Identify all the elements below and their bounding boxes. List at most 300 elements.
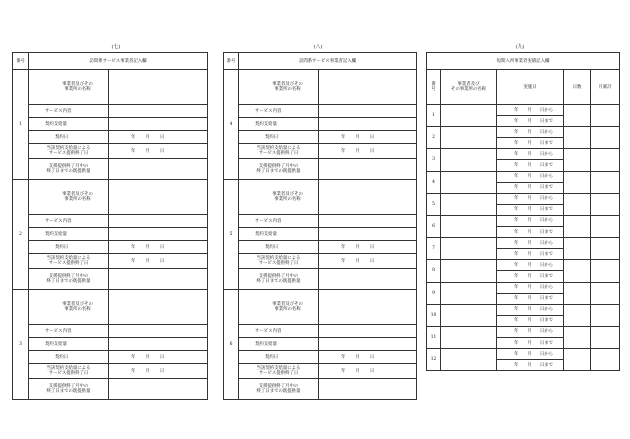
contract-date-value[interactable] bbox=[319, 241, 417, 254]
provider-name-value[interactable] bbox=[109, 70, 208, 105]
monthly-total-value[interactable] bbox=[591, 282, 620, 304]
entry-number bbox=[224, 70, 239, 180]
end-date-label bbox=[29, 254, 109, 269]
entry-3-used-l1: 支援提供終了月中の bbox=[48, 384, 89, 389]
entry-3-provider-l1: 事業者及びその bbox=[62, 302, 93, 307]
entry-row bbox=[224, 325, 417, 338]
contract-date-label bbox=[29, 351, 109, 364]
date-to[interactable] bbox=[497, 204, 564, 215]
provider-value[interactable] bbox=[441, 260, 497, 282]
entry-row bbox=[13, 215, 208, 228]
days-value[interactable] bbox=[564, 193, 591, 215]
date-from[interactable] bbox=[497, 193, 564, 204]
col-provider-l1: 事業者及び bbox=[457, 82, 480, 87]
row-number-12: 12 bbox=[430, 357, 437, 363]
days-value[interactable] bbox=[564, 326, 591, 348]
ss-9-to-suffix: 日まで bbox=[539, 296, 553, 302]
ss-3-from-suffix: 日から bbox=[539, 151, 553, 157]
column-provider bbox=[441, 70, 497, 105]
provider-value[interactable] bbox=[441, 105, 497, 127]
ss-9-from-year: 年 bbox=[514, 285, 519, 291]
entry-2-service: サービス内容 bbox=[45, 218, 72, 224]
date-from[interactable] bbox=[497, 282, 564, 293]
amount-value[interactable] bbox=[319, 228, 417, 241]
service-value[interactable] bbox=[319, 215, 417, 228]
table-header-row bbox=[427, 53, 620, 70]
days-value[interactable] bbox=[564, 260, 591, 282]
used-amount-label bbox=[239, 379, 319, 400]
days-value[interactable] bbox=[564, 171, 591, 193]
used-amount-label bbox=[239, 269, 319, 290]
ss-6-from-month: 月 bbox=[527, 218, 532, 224]
entry-row bbox=[224, 228, 417, 241]
used-amount-label bbox=[29, 379, 109, 400]
entry-2-end-l1: 当該契約支給量による bbox=[46, 256, 91, 261]
entry-6-end-day: 日 bbox=[369, 368, 375, 374]
provider-value[interactable] bbox=[441, 304, 497, 326]
entry-5-end-year: 年 bbox=[341, 258, 346, 264]
used-amount-value[interactable] bbox=[319, 379, 417, 400]
ss-9-to-year: 年 bbox=[514, 296, 519, 302]
date-from[interactable] bbox=[497, 105, 564, 116]
monthly-total-value[interactable] bbox=[591, 105, 620, 127]
entry-row bbox=[13, 254, 208, 269]
amount-value[interactable] bbox=[109, 338, 208, 351]
short-stay-row bbox=[427, 282, 620, 293]
entry-4-end-l1: 当該契約支給量による bbox=[256, 146, 301, 151]
entry-number bbox=[13, 180, 29, 290]
entry-1-contract-date: 契約日 bbox=[55, 134, 69, 140]
used-amount-value[interactable] bbox=[109, 159, 208, 180]
end-date-label bbox=[239, 144, 319, 159]
entry-3-end-year: 年 bbox=[131, 368, 136, 374]
entry-6-end-month: 月 bbox=[355, 368, 360, 374]
short-stay-row bbox=[427, 193, 620, 204]
entry-row bbox=[13, 241, 208, 254]
ss-7-to-month: 月 bbox=[527, 251, 532, 257]
short-stay-row bbox=[427, 105, 620, 116]
provider-value[interactable] bbox=[441, 238, 497, 260]
entry-2-contract-year: 年 bbox=[131, 244, 136, 250]
entry-4-used-l1: 支援提供終了月中の bbox=[258, 164, 299, 169]
ss-1-to-month: 月 bbox=[527, 118, 532, 124]
days-value[interactable] bbox=[564, 349, 591, 371]
short-stay-table-9 bbox=[426, 52, 620, 371]
entry-1-end-l2: サービス提供終了日 bbox=[48, 151, 89, 156]
date-to[interactable] bbox=[497, 227, 564, 238]
ss-9-from-month: 月 bbox=[527, 285, 532, 291]
entry-1-service: サービス内容 bbox=[45, 108, 72, 114]
entry-4-provider-l2: 事業所の名称 bbox=[274, 87, 301, 92]
short-stay-row bbox=[427, 304, 620, 315]
end-date-value[interactable] bbox=[319, 254, 417, 269]
col-days: 日数 bbox=[572, 84, 582, 90]
row-number bbox=[427, 127, 441, 149]
service-label bbox=[29, 105, 109, 118]
end-date-label bbox=[239, 254, 319, 269]
end-date-label bbox=[29, 144, 109, 159]
ss-3-to-year: 年 bbox=[514, 163, 519, 169]
entry-row bbox=[13, 364, 208, 379]
date-to[interactable] bbox=[497, 337, 564, 348]
date-from[interactable] bbox=[497, 349, 564, 360]
column-dates bbox=[497, 70, 564, 105]
entry-row bbox=[13, 379, 208, 400]
amount-label bbox=[29, 118, 109, 131]
service-value[interactable] bbox=[109, 215, 208, 228]
row-number bbox=[427, 304, 441, 326]
column-number bbox=[427, 70, 441, 105]
end-date-value[interactable] bbox=[109, 144, 208, 159]
provider-value[interactable] bbox=[441, 171, 497, 193]
service-label bbox=[239, 215, 319, 228]
ss-5-from-year: 年 bbox=[514, 196, 519, 202]
entry-1-amount: 契約支給量 bbox=[45, 121, 67, 127]
row-number bbox=[427, 193, 441, 215]
entry-row bbox=[224, 105, 417, 118]
ss-8-to-month: 月 bbox=[527, 273, 532, 279]
date-to[interactable] bbox=[497, 182, 564, 193]
entry-4-end-day: 日 bbox=[369, 148, 375, 154]
entry-5-end-month: 月 bbox=[355, 258, 360, 264]
row-number-1: 1 bbox=[432, 113, 435, 119]
ss-10-to-year: 年 bbox=[514, 318, 519, 324]
row-number-9: 9 bbox=[432, 290, 435, 296]
ss-4-to-month: 月 bbox=[527, 185, 532, 191]
ss-10-from-year: 年 bbox=[514, 307, 519, 313]
entry-5-contract-month: 月 bbox=[355, 244, 360, 250]
ss-2-from-suffix: 日から bbox=[539, 129, 553, 135]
days-value[interactable] bbox=[564, 282, 591, 304]
entry-5-amount: 契約支給量 bbox=[255, 231, 277, 237]
row-number bbox=[427, 282, 441, 304]
ss-11-to-month: 月 bbox=[527, 340, 532, 346]
ss-10-from-suffix: 日から bbox=[539, 307, 553, 313]
entry-5-end-l1: 当該契約支給量による bbox=[256, 256, 301, 261]
provider-value[interactable] bbox=[441, 149, 497, 171]
end-date-value[interactable] bbox=[319, 144, 417, 159]
provider-name-value[interactable] bbox=[109, 180, 208, 215]
days-value[interactable] bbox=[564, 215, 591, 237]
ss-7-to-suffix: 日まで bbox=[539, 251, 553, 257]
ss-7-from-year: 年 bbox=[514, 240, 519, 246]
entry-2-end-month: 月 bbox=[145, 258, 150, 264]
row-number-10: 10 bbox=[430, 312, 437, 318]
monthly-total-value[interactable] bbox=[591, 238, 620, 260]
entry-4-contract-day: 日 bbox=[369, 134, 375, 140]
used-amount-value[interactable] bbox=[109, 379, 208, 400]
entry-2-end-day: 日 bbox=[159, 258, 165, 264]
entry-4-service: サービス内容 bbox=[255, 108, 282, 114]
provider-value[interactable] bbox=[441, 215, 497, 237]
provider-value[interactable] bbox=[441, 349, 497, 371]
short-stay-row bbox=[427, 326, 620, 337]
entry-2-contract-date: 契約日 bbox=[55, 244, 69, 250]
entry-4-end-year: 年 bbox=[341, 148, 346, 154]
entry-3-end-month: 月 bbox=[145, 368, 150, 374]
date-from[interactable] bbox=[497, 304, 564, 315]
entry-5-end-day: 日 bbox=[369, 258, 375, 264]
entry-row bbox=[224, 290, 417, 325]
entry-5-service: サービス内容 bbox=[255, 218, 282, 224]
table-header-row bbox=[13, 53, 208, 70]
contract-date-value[interactable] bbox=[319, 351, 417, 364]
ss-1-to-year: 年 bbox=[514, 118, 519, 124]
short-stay-row bbox=[427, 215, 620, 226]
date-from[interactable] bbox=[497, 260, 564, 271]
ss-4-from-year: 年 bbox=[514, 174, 519, 180]
used-amount-label bbox=[239, 159, 319, 180]
ss-5-to-suffix: 日まで bbox=[539, 207, 553, 213]
col-no-l2: 号 bbox=[431, 87, 436, 92]
service-value[interactable] bbox=[109, 325, 208, 338]
used-amount-value[interactable] bbox=[319, 159, 417, 180]
entry-1-end-l1: 当該契約支給量による bbox=[46, 146, 91, 151]
monthly-total-value[interactable] bbox=[591, 193, 620, 215]
short-stay-row bbox=[427, 349, 620, 360]
contract-date-value[interactable] bbox=[319, 131, 417, 144]
provider-name-label bbox=[29, 70, 109, 105]
entry-5-provider-l2: 事業所の名称 bbox=[274, 197, 301, 202]
date-to[interactable] bbox=[497, 360, 564, 371]
contract-date-value[interactable] bbox=[109, 241, 208, 254]
entry-row bbox=[224, 131, 417, 144]
date-from[interactable] bbox=[497, 149, 564, 160]
ss-2-to-suffix: 日まで bbox=[539, 140, 553, 146]
monthly-total-value[interactable] bbox=[591, 260, 620, 282]
ss-2-to-year: 年 bbox=[514, 140, 519, 146]
date-to[interactable] bbox=[497, 249, 564, 260]
ss-8-from-month: 月 bbox=[527, 262, 532, 268]
entry-3-provider-l2: 事業所の名称 bbox=[64, 307, 91, 312]
ss-1-to-suffix: 日まで bbox=[539, 118, 553, 124]
monthly-total-value[interactable] bbox=[591, 149, 620, 171]
entry-4-used-l2: 終了日までの既提供量 bbox=[256, 169, 301, 174]
entry-3-amount: 契約支給量 bbox=[45, 341, 67, 347]
short-stay-row bbox=[427, 149, 620, 160]
entry-3-contract-day: 日 bbox=[159, 354, 165, 360]
ss-5-from-suffix: 日から bbox=[539, 196, 553, 202]
header-number bbox=[224, 53, 239, 70]
entry-6-used-l2: 終了日までの既提供量 bbox=[256, 389, 301, 394]
ss-11-from-month: 月 bbox=[527, 329, 532, 335]
end-date-label bbox=[29, 364, 109, 379]
entry-row bbox=[224, 254, 417, 269]
header-title-text: 短期入所事業者実績記入欄 bbox=[496, 58, 550, 64]
service-label bbox=[239, 105, 319, 118]
amount-label bbox=[239, 228, 319, 241]
entry-row bbox=[13, 118, 208, 131]
days-value[interactable] bbox=[564, 149, 591, 171]
service-value[interactable] bbox=[319, 325, 417, 338]
entry-2-contract-day: 日 bbox=[159, 244, 165, 250]
entry-row bbox=[13, 269, 208, 290]
ss-6-from-suffix: 日から bbox=[539, 218, 553, 224]
entry-row bbox=[13, 105, 208, 118]
entry-5-contract-date: 契約日 bbox=[265, 244, 279, 250]
service-value[interactable] bbox=[109, 105, 208, 118]
amount-value[interactable] bbox=[319, 118, 417, 131]
date-from[interactable] bbox=[497, 215, 564, 226]
entry-4-amount: 契約支給量 bbox=[255, 121, 277, 127]
used-amount-label bbox=[29, 159, 109, 180]
date-from[interactable] bbox=[497, 127, 564, 138]
entry-2-end-year: 年 bbox=[131, 258, 136, 264]
date-to[interactable] bbox=[497, 293, 564, 304]
entry-number bbox=[224, 180, 239, 290]
table-header-row bbox=[224, 53, 417, 70]
days-value[interactable] bbox=[564, 304, 591, 326]
short-stay-row bbox=[427, 260, 620, 271]
entry-number bbox=[13, 70, 29, 180]
amount-value[interactable] bbox=[109, 118, 208, 131]
end-date-value[interactable] bbox=[109, 254, 208, 269]
provider-name-value[interactable] bbox=[319, 290, 417, 325]
provider-name-value[interactable] bbox=[319, 70, 417, 105]
monthly-total-value[interactable] bbox=[591, 171, 620, 193]
section-label-8: (八) bbox=[313, 44, 323, 50]
entry-5-used-l1: 支援提供終了月中の bbox=[258, 274, 299, 279]
entry-6-provider-l1: 事業者及びその bbox=[272, 302, 303, 307]
monthly-total-value[interactable] bbox=[591, 326, 620, 348]
contract-date-value[interactable] bbox=[109, 131, 208, 144]
entry-2-number: 2 bbox=[19, 232, 22, 237]
entry-row bbox=[13, 228, 208, 241]
entry-6-service: サービス内容 bbox=[255, 328, 282, 334]
provider-value[interactable] bbox=[441, 193, 497, 215]
entry-1-used-l2: 終了日までの既提供量 bbox=[46, 169, 91, 174]
ss-1-from-suffix: 日から bbox=[539, 107, 553, 113]
provider-name-label bbox=[239, 290, 319, 325]
entry-row bbox=[13, 325, 208, 338]
provider-value[interactable] bbox=[441, 326, 497, 348]
visit-service-table-8 bbox=[223, 52, 417, 400]
entry-3-used-l2: 終了日までの既提供量 bbox=[46, 389, 91, 394]
header-title-text: 訪問系サービス事業者記入欄 bbox=[298, 58, 357, 64]
service-value[interactable] bbox=[319, 105, 417, 118]
provider-name-label bbox=[29, 180, 109, 215]
entry-2-end-l2: サービス提供終了日 bbox=[48, 261, 89, 266]
provider-name-value[interactable] bbox=[319, 180, 417, 215]
entry-row bbox=[13, 159, 208, 180]
contract-date-value[interactable] bbox=[109, 351, 208, 364]
amount-label bbox=[29, 228, 109, 241]
amount-label bbox=[239, 338, 319, 351]
used-amount-value[interactable] bbox=[109, 269, 208, 290]
ss-11-to-suffix: 日まで bbox=[539, 340, 553, 346]
days-value[interactable] bbox=[564, 105, 591, 127]
monthly-total-value[interactable] bbox=[591, 349, 620, 371]
provider-value[interactable] bbox=[441, 282, 497, 304]
entry-number bbox=[224, 290, 239, 400]
row-number bbox=[427, 171, 441, 193]
entry-6-contract-day: 日 bbox=[369, 354, 375, 360]
header-title-text: 訪問系サービス事業者記入欄 bbox=[89, 58, 147, 64]
ss-11-from-suffix: 日から bbox=[539, 329, 553, 335]
end-date-label bbox=[239, 364, 319, 379]
date-to[interactable] bbox=[497, 116, 564, 127]
ss-12-from-year: 年 bbox=[514, 351, 519, 357]
row-number bbox=[427, 238, 441, 260]
provider-value[interactable] bbox=[441, 127, 497, 149]
amount-label bbox=[239, 118, 319, 131]
contract-date-label bbox=[239, 131, 319, 144]
entry-1-contract-day: 日 bbox=[159, 134, 165, 140]
ss-8-from-year: 年 bbox=[514, 262, 519, 268]
entry-4-contract-year: 年 bbox=[341, 134, 346, 140]
entry-row bbox=[224, 379, 417, 400]
row-number bbox=[427, 215, 441, 237]
ss-8-from-suffix: 日から bbox=[539, 262, 553, 268]
contract-date-label bbox=[239, 351, 319, 364]
date-to[interactable] bbox=[497, 315, 564, 326]
entry-3-service: サービス内容 bbox=[45, 328, 72, 334]
short-stay-row bbox=[427, 127, 620, 138]
date-from[interactable] bbox=[497, 238, 564, 249]
end-date-value[interactable] bbox=[319, 364, 417, 379]
entry-row bbox=[224, 118, 417, 131]
service-label bbox=[29, 325, 109, 338]
ss-5-from-month: 月 bbox=[527, 196, 532, 202]
entry-6-used-l1: 支援提供終了月中の bbox=[258, 384, 299, 389]
ss-12-from-month: 月 bbox=[527, 351, 532, 357]
header-title bbox=[427, 53, 620, 70]
entry-5-number: 5 bbox=[229, 232, 233, 237]
ss-4-from-suffix: 日から bbox=[539, 174, 553, 180]
entry-row bbox=[13, 144, 208, 159]
col-provider-l2: その事業所の名称 bbox=[450, 87, 487, 92]
entry-row bbox=[13, 180, 208, 215]
provider-name-value[interactable] bbox=[109, 290, 208, 325]
entry-2-used-l2: 終了日までの既提供量 bbox=[46, 279, 91, 284]
monthly-total-value[interactable] bbox=[591, 127, 620, 149]
days-value[interactable] bbox=[564, 127, 591, 149]
amount-value[interactable] bbox=[109, 228, 208, 241]
entry-6-end-l2: サービス提供終了日 bbox=[258, 371, 299, 376]
ss-3-from-month: 月 bbox=[527, 151, 532, 157]
row-number-11: 11 bbox=[430, 334, 437, 340]
date-to[interactable] bbox=[497, 160, 564, 171]
ss-5-to-month: 月 bbox=[527, 207, 532, 213]
date-from[interactable] bbox=[497, 326, 564, 337]
used-amount-value[interactable] bbox=[319, 269, 417, 290]
date-to[interactable] bbox=[497, 271, 564, 282]
days-value[interactable] bbox=[564, 238, 591, 260]
entry-row bbox=[13, 290, 208, 325]
entry-1-used-l1: 支援提供終了月中の bbox=[48, 164, 89, 169]
provider-name-label bbox=[239, 180, 319, 215]
date-to[interactable] bbox=[497, 138, 564, 149]
monthly-total-value[interactable] bbox=[591, 215, 620, 237]
row-number-7: 7 bbox=[432, 246, 435, 252]
entry-1-contract-month: 月 bbox=[145, 134, 150, 140]
entry-6-end-l1: 当該契約支給量による bbox=[256, 366, 301, 371]
entry-5-end-l2: サービス提供終了日 bbox=[258, 261, 299, 266]
visit-service-table-7 bbox=[12, 52, 208, 400]
entry-row bbox=[13, 351, 208, 364]
entry-1-provider-l2: 事業所の名称 bbox=[64, 87, 91, 92]
date-from[interactable] bbox=[497, 171, 564, 182]
ss-10-from-month: 月 bbox=[527, 307, 532, 313]
entry-row bbox=[224, 241, 417, 254]
monthly-total-value[interactable] bbox=[591, 304, 620, 326]
row-number-2: 2 bbox=[432, 135, 435, 141]
header-title bbox=[29, 53, 208, 70]
end-date-value[interactable] bbox=[109, 364, 208, 379]
amount-value[interactable] bbox=[319, 338, 417, 351]
entry-row bbox=[224, 215, 417, 228]
column-monthly bbox=[591, 70, 620, 105]
